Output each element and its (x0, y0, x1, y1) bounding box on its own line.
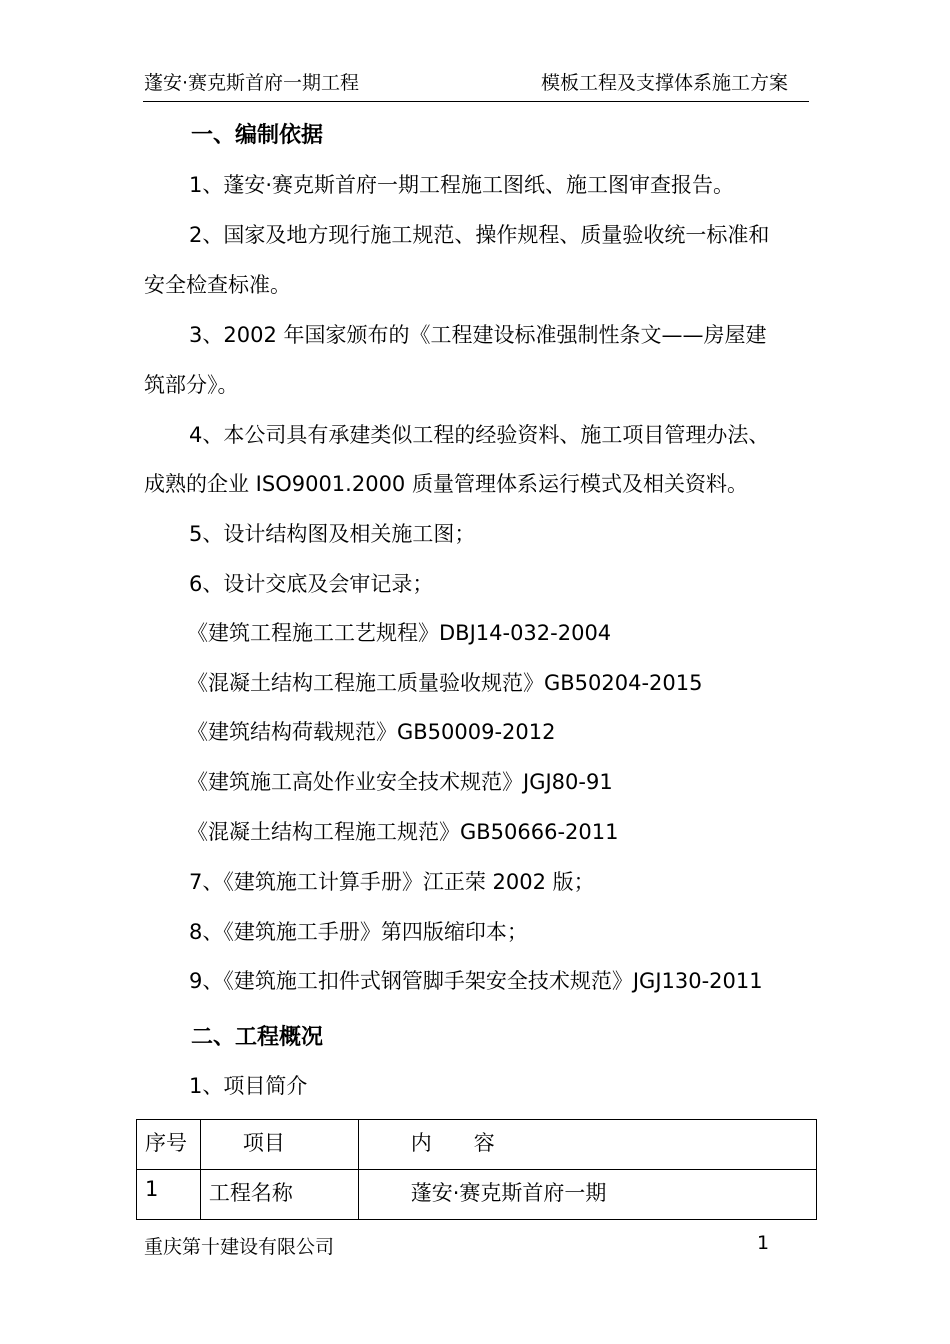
table-row (137, 1170, 817, 1220)
basis-item-4: 4、本公司具有承建类似工程的经验资料、施工项目管理办法、 (189, 423, 770, 447)
table-header-row (137, 1120, 817, 1170)
table-cell (200, 1170, 358, 1220)
page-number: 1 (757, 1232, 770, 1254)
basis-item-9: 9、《建筑施工扣件式钢管脚手架安全技术规范》JGJ130-2011 (189, 969, 763, 993)
basis-item-3-cont: 筑部分》。 (144, 373, 239, 397)
basis-item-2: 2、国家及地方现行施工规范、操作规程、质量验收统一标准和 (189, 223, 770, 247)
table-header-cell (137, 1120, 201, 1170)
basis-item-1: 1、蓬安·赛克斯首府一期工程施工图纸、施工图审查报告。 (189, 173, 735, 197)
standard-ref-3: 《建筑结构荷载规范》GB50009-2012 (187, 720, 556, 744)
row-item: 工程名称 (208, 1181, 293, 1205)
project-intro-subtitle: 1、项目简介 (189, 1074, 308, 1098)
project-info-table (136, 1119, 817, 1220)
footer-company: 重庆第十建设有限公司 (144, 1236, 335, 1258)
header-project-name: 蓬安·赛克斯首府一期工程 (144, 72, 360, 94)
section-1-title: 一、编制依据 (191, 123, 324, 148)
standard-ref-1: 《建筑工程施工工艺规程》DBJ14-032-2004 (187, 621, 612, 645)
table-header-cell (358, 1120, 816, 1170)
header-content: 内 容 (410, 1131, 495, 1155)
row-content: 蓬安·赛克斯首府一期 (410, 1181, 607, 1205)
table-header-cell (200, 1120, 358, 1170)
basis-item-7: 7、《建筑施工计算手册》江正荣 2002 版； (189, 870, 595, 894)
row-index: 1 (145, 1177, 159, 1201)
basis-item-2-cont: 安全检查标准。 (144, 273, 291, 297)
table-cell (137, 1170, 201, 1220)
basis-item-5: 5、设计结构图及相关施工图； (189, 522, 476, 546)
header-divider (143, 101, 809, 102)
standard-ref-5: 《混凝土结构工程施工规范》GB50666-2011 (187, 820, 619, 844)
table-cell (358, 1170, 816, 1220)
basis-item-6: 6、设计交底及会审记录； (189, 572, 434, 596)
basis-item-8: 8、《建筑施工手册》第四版缩印本； (189, 920, 528, 944)
section-2-title: 二、工程概况 (191, 1025, 324, 1050)
header-document-title: 模板工程及支撑体系施工方案 (541, 72, 789, 94)
header-item: 项目 (242, 1131, 285, 1155)
standard-ref-2: 《混凝土结构工程施工质量验收规范》GB50204-2015 (187, 671, 703, 695)
basis-item-3: 3、2002 年国家颁布的《工程建设标准强制性条文——房屋建 (189, 323, 767, 347)
header-index: 序号 (145, 1131, 187, 1155)
basis-item-4-cont: 成熟的企业 ISO9001.2000 质量管理体系运行模式及相关资料。 (144, 472, 748, 496)
standard-ref-4: 《建筑施工高处作业安全技术规范》JGJ80-91 (187, 770, 613, 794)
